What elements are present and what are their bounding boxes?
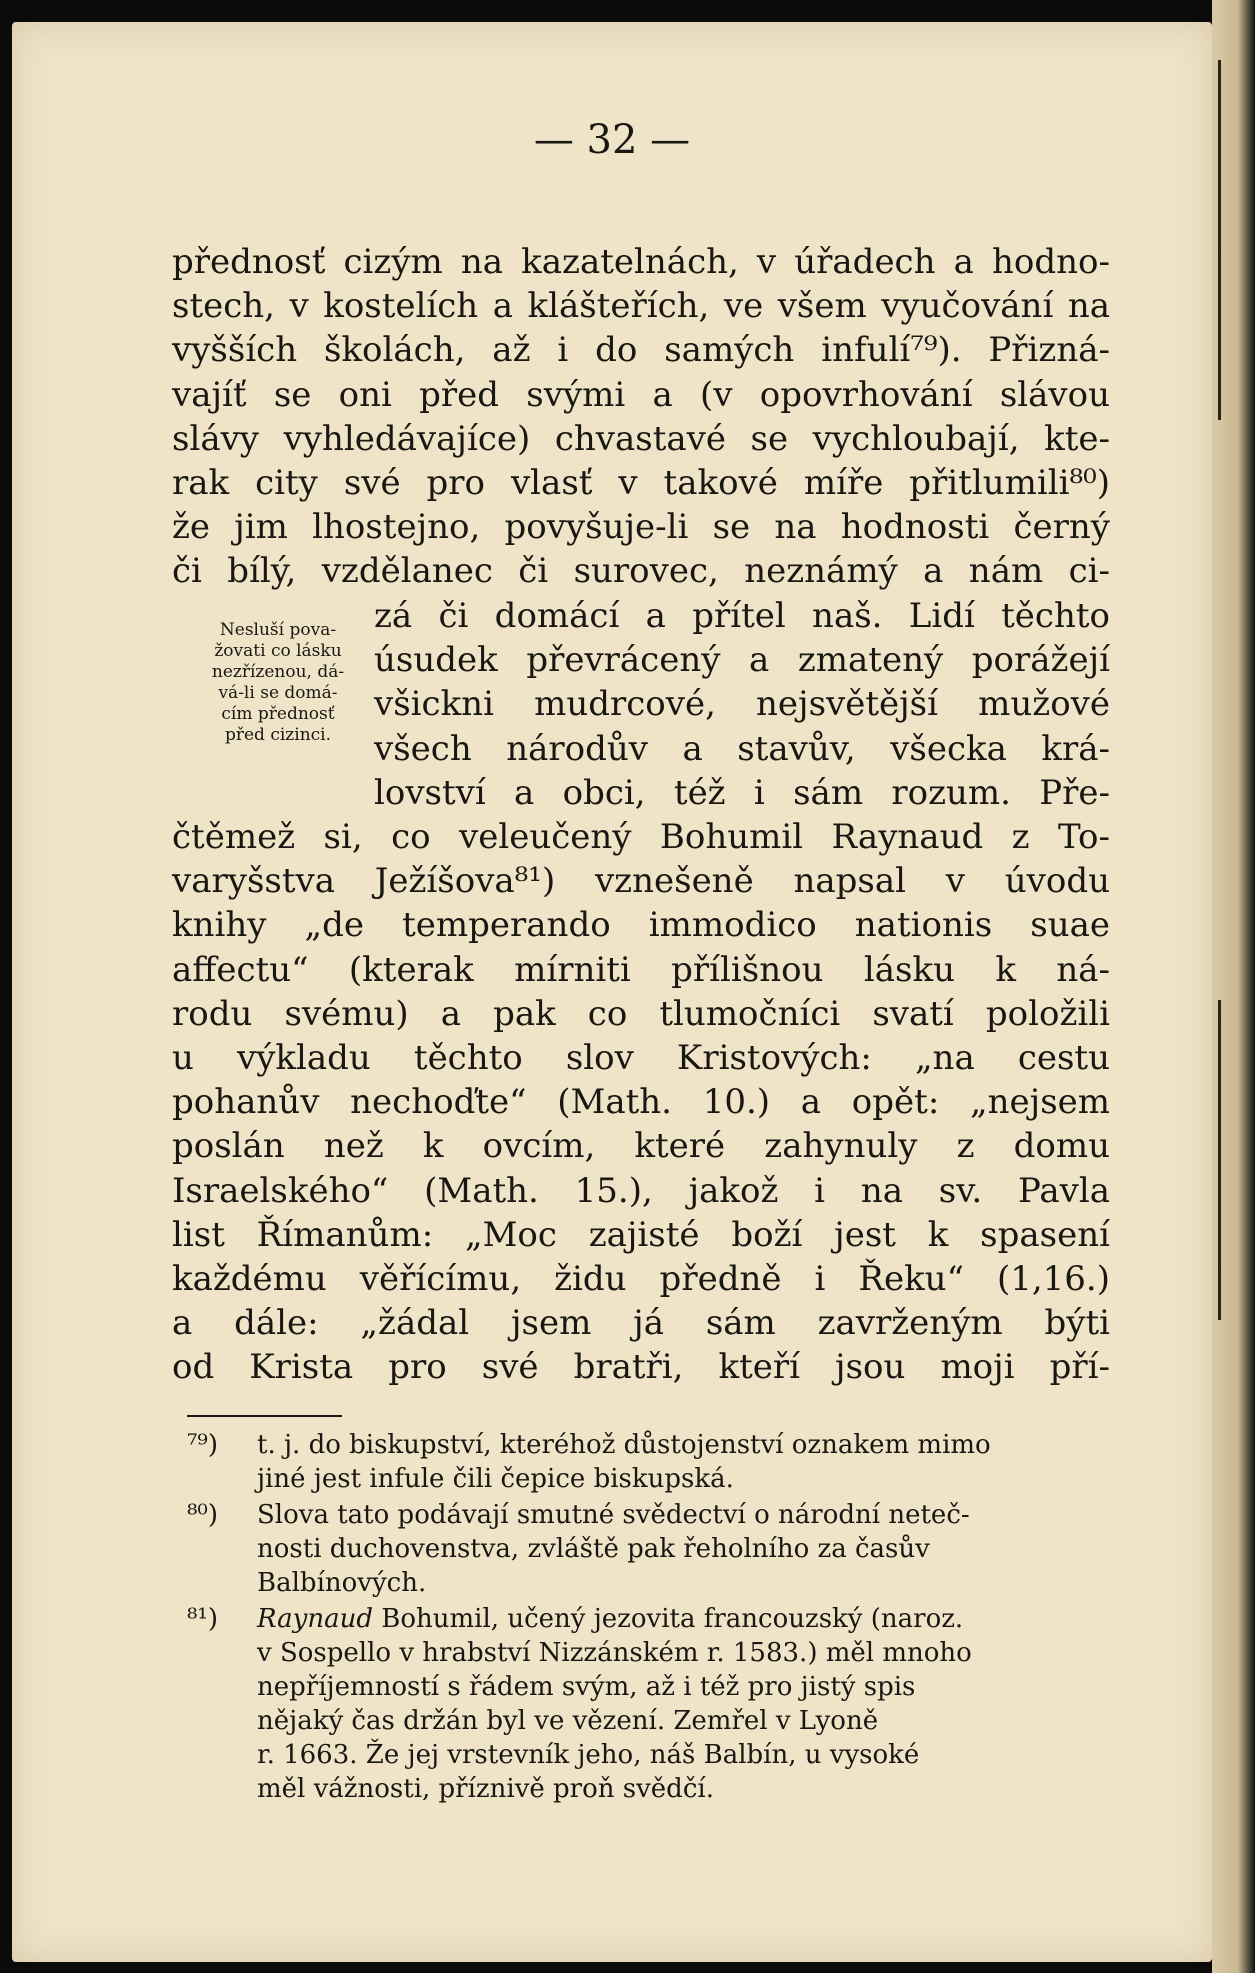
text-line: úsudek převrácený a zmatený porážejí [374, 640, 1110, 681]
footnote-80 [187, 1498, 1112, 1600]
footnote-line: r. 1663. Že jej vrstevník jeho, náš Balbín, u vysoké [257, 1740, 920, 1770]
text-line: vajíť se oni před svými a (v opovrhování slávou [172, 374, 1110, 415]
footnote-name: Raynaud [257, 1604, 373, 1634]
footnote-81 [187, 1602, 1112, 1806]
body-text-bottom [172, 815, 1110, 1389]
text-line: přednosť cizým na kazatelnách, v úřadech a hodno- [172, 242, 1110, 282]
page-edge-shadow [1218, 60, 1221, 420]
footnote-line: v Sospello v hrabství Nizzánském r. 1583.) měl mnoho [257, 1638, 972, 1668]
margin-note-line: cím přednosť [221, 704, 335, 724]
text-line: rak city své pro vlasť v takové míře přitlumili⁸⁰) [172, 462, 1110, 503]
footnote-divider [187, 1415, 342, 1417]
page-edge-shadow [1218, 1000, 1221, 1320]
text-line: všickni mudrcové, nejsvětější mužové [374, 684, 1110, 725]
margin-note-line: vá-li se domá- [218, 683, 338, 703]
body-text-indented [374, 594, 1110, 815]
text-line: pohanův nechoďte“ (Math. 10.) a opět: „nejsem [172, 1082, 1110, 1123]
page-number: — 32 — [533, 117, 691, 163]
footnote-line: měl vážnosti, příznivě proň svědčí. [257, 1774, 714, 1804]
footnote-line-rest: Bohumil, učený jezovita francouzský (naroz. [373, 1604, 964, 1634]
text-line: rodu svému) a pak co tlumočníci svatí položili [172, 993, 1110, 1034]
footnote-mark: ⁸⁰) [187, 1500, 218, 1530]
text-line: vyšších školách, až i do samých infulí⁷⁹). Přizná- [172, 330, 1110, 371]
margin-note-line: žovati co lásku [214, 641, 342, 661]
footnote-mark: ⁸¹) [187, 1604, 218, 1634]
margin-note [180, 620, 376, 746]
text-line: či bílý, vzdělanec či surovec, neznámý a nám ci- [172, 551, 1110, 592]
footnote-mark: ⁷⁹) [187, 1430, 218, 1460]
footnote-line: Slova tato podávají smutné svědectví o národní netеč- [257, 1500, 970, 1530]
footnote-line [257, 1602, 1112, 1636]
body-text-top [172, 240, 1110, 594]
text-line: varyšstva Ježíšova⁸¹) vznešeně napsal v úvodu [172, 861, 1110, 902]
margin-note-line: Nesluší pova- [219, 620, 337, 640]
footnotes [187, 1428, 1112, 1808]
text-line: u výkladu těchto slov Kristových: „na cestu [172, 1037, 1110, 1078]
text-line: že jim lhostejno, povyšuje-li se na hodnosti černý [172, 507, 1110, 548]
text-line: čtěmež si, co veleučený Bohumil Raynaud z To- [172, 817, 1110, 857]
margin-note-line: před cizinci. [224, 725, 332, 745]
text-line: poslán než k ovcím, které zahynuly z domu [172, 1126, 1110, 1167]
text-line: lovství a obci, též i sám rozum. Pře- [374, 772, 1110, 813]
text-line: zá či domácí a přítel naš. Lidí těchto [374, 596, 1110, 636]
footnote-line: nepříjemností s řádem svým, až i též pro jistý spis [257, 1672, 916, 1702]
text-line: a dále: „žádal jsem já sám zavrženým býti [172, 1303, 1110, 1344]
footnote-line: t. j. do biskupství, kteréhož důstojenství oznakem mimo [257, 1430, 991, 1460]
footnote-79 [187, 1428, 1112, 1496]
footnote-line: nějaký čas držán byl ve vězení. Zemřel v Lyoně [257, 1706, 879, 1736]
footnote-line: jiné jest infule čili čepice biskupská. [257, 1464, 734, 1494]
text-line: list Římanům: „Moc zajisté boží jest k spasení [172, 1214, 1110, 1255]
text-line: affectu“ (kterak mírniti přílišnou lásku k ná- [172, 949, 1110, 990]
footnote-line: Balbínových. [257, 1568, 427, 1598]
text-line: knihy „de temperando immodico nationis suae [172, 905, 1110, 946]
text-line: každému věřícímu, židu předně i Řeku“ (1,16.) [172, 1258, 1110, 1299]
scanned-page [12, 22, 1212, 1962]
text-line: od Krista pro své bratři, kteří jsou moji pří- [172, 1347, 1110, 1388]
text-line: Israelského“ (Math. 15.), jakož i na sv. Pavla [172, 1170, 1110, 1211]
margin-note-line: nezřízenou, dá- [211, 662, 345, 682]
text-line: všech národův a stavův, všecka krá- [374, 728, 1110, 769]
text-line: slávy vyhledávajíce) chvastavé se vychloubají, kte- [172, 418, 1110, 459]
footnote-line: nosti duchovenstva, zvláště pak řeholního za časův [257, 1534, 930, 1564]
text-line: stech, v kostelích a klášteřích, ve všem vyučování na [172, 286, 1110, 327]
